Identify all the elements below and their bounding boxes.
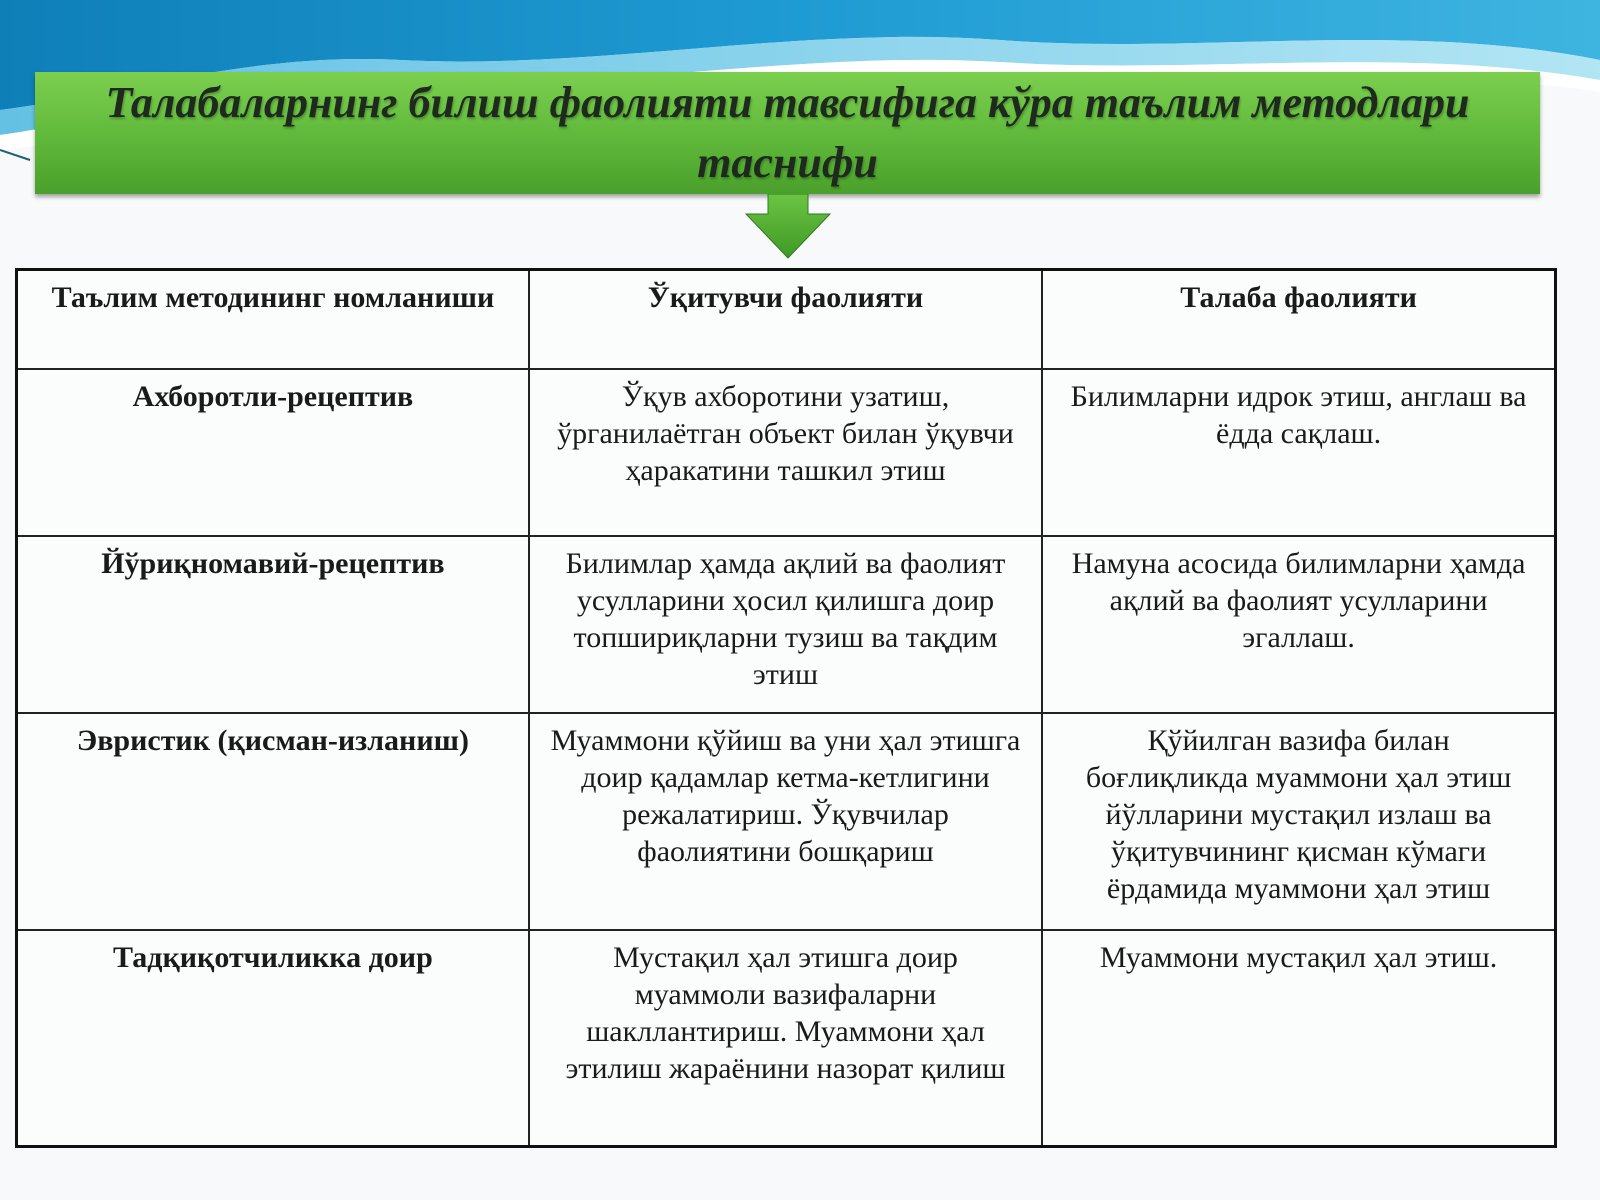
- table-row: [17, 713, 1556, 930]
- student-activity-cell: Муаммони мустақил ҳал этиш.: [1042, 930, 1555, 1147]
- teacher-activity-cell: Ўқув ахборотини узатиш, ўрганилаётган объект билан ўқувчи ҳаракатини ташкил этиш: [529, 369, 1042, 537]
- method-name-cell: Эвристик (қисман-изланиш): [17, 713, 529, 930]
- down-arrow-icon: [738, 194, 838, 260]
- title-banner: [35, 72, 1540, 194]
- table-row: [17, 369, 1556, 537]
- method-name-cell: Тадқиқотчиликка доир: [17, 930, 529, 1147]
- header-method-name: Таълим методининг номланиши: [17, 270, 529, 369]
- table-header-row: [17, 270, 1556, 369]
- student-activity-cell: Намуна асосида билимларни ҳамда ақлий ва фаолият усулларини эгаллаш.: [1042, 536, 1555, 713]
- student-activity-cell: Қўйилган вазифа билан боғлиқликда муаммони ҳал этиш йўлларини мустақил излаш ва ўқитувчининг қисман кўмаги ёрдамида муаммони ҳал этиш: [1042, 713, 1555, 930]
- student-activity-cell: Билимларни идрок этиш, англаш ва ёдда сақлаш.: [1042, 369, 1555, 537]
- teacher-activity-cell: Билимлар ҳамда ақлий ва фаолият усулларини ҳосил қилишга доир топшириқларни тузиш ва тақдим этиш: [529, 536, 1042, 713]
- teacher-activity-cell: Мустақил ҳал этишга доир муаммоли вазифаларни шакллантириш. Муаммони ҳал этилиш жараёнини назорат қилиш: [529, 930, 1042, 1147]
- method-name-cell: Йўриқномавий-рецептив: [17, 536, 529, 713]
- header-teacher-activity: Ўқитувчи фаолияти: [529, 270, 1042, 369]
- method-name-cell: Ахборотли-рецептив: [17, 369, 529, 537]
- teacher-activity-cell: Муаммони қўйиш ва уни ҳал этишга доир қадамлар кетма-кетлигини режалатириш. Ўқувчилар фаолиятини бошқариш: [529, 713, 1042, 930]
- header-student-activity: Талаба фаолияти: [1042, 270, 1555, 369]
- methods-table: [15, 268, 1557, 1148]
- table-row: [17, 930, 1556, 1147]
- page-title: Талабаларнинг билиш фаолияти тавсифига кўра таълим методлари таснифи: [105, 78, 1470, 187]
- table-row: [17, 536, 1556, 713]
